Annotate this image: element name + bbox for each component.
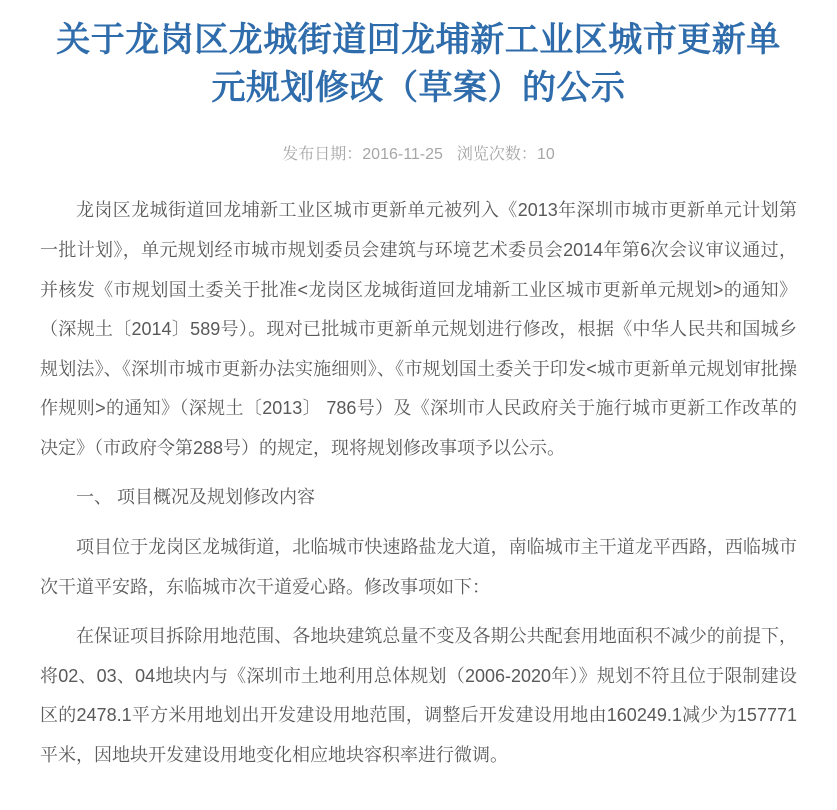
views-label: 浏览次数： (456, 145, 537, 163)
views-counter (457, 146, 555, 163)
publish-date-label: 发布日期： (282, 145, 363, 163)
modification-paragraph: 在保证项目拆除用地范围、各地块建筑总量不变及各期公共配套用地面积不减少的前提下，将02、03、04地块内与《深圳市土地利用总体规划（2006-2020年）》规划不符且位于限制建设区的2478.1平方米用地划出开发建设用地范围，调整后开发建设用地由160249.1减少为157771平米，因地块开发建设用地变化相应地块容积率进行微调。 (40, 626, 797, 766)
article-body (40, 191, 797, 775)
publish-date-value: 2016-11-25 (362, 145, 443, 163)
section-heading: 一、 项目概况及规划修改内容 (76, 487, 315, 508)
article-meta (40, 145, 797, 166)
views-value: 10 (536, 145, 555, 163)
location-paragraph: 项目位于龙岗区龙城街道，北临城市快速路盐龙大道，南临城市主干道龙平西路，西临城市次干道平安路，东临城市次干道爱心路。修改事项如下： (40, 537, 797, 597)
publish-date (282, 146, 443, 163)
page-title: 关于龙岗区龙城街道回龙埔新工业区城市更新单元规划修改（草案）的公示 (56, 21, 781, 108)
intro-paragraph: 龙岗区龙城街道回龙埔新工业区城市更新单元被列入《2013年深圳市城市更新单元计划第一批计划》，单元规划经市城市规划委员会建筑与环境艺术委员会2014年第6次会议审议通过，并核发《市规划国土委关于批准<龙岗区龙城街道回龙埔新工业区城市更新单元规划>的通知》（深规土〔2014〕589号）。现对已批城市更新单元规划进行修改，根据《中华人民共和国城乡规划法》、《深圳市城市更新办法实施细则》、《市规划国土委关于印发<城市更新单元规划审批操作规则>的通知》（深规土〔2013〕 786号）及《深圳市人民政府关于施行城市更新工作改革的决定》（市政府令第288号）的规定，现将规划修改事项予以公示。 (40, 200, 797, 458)
